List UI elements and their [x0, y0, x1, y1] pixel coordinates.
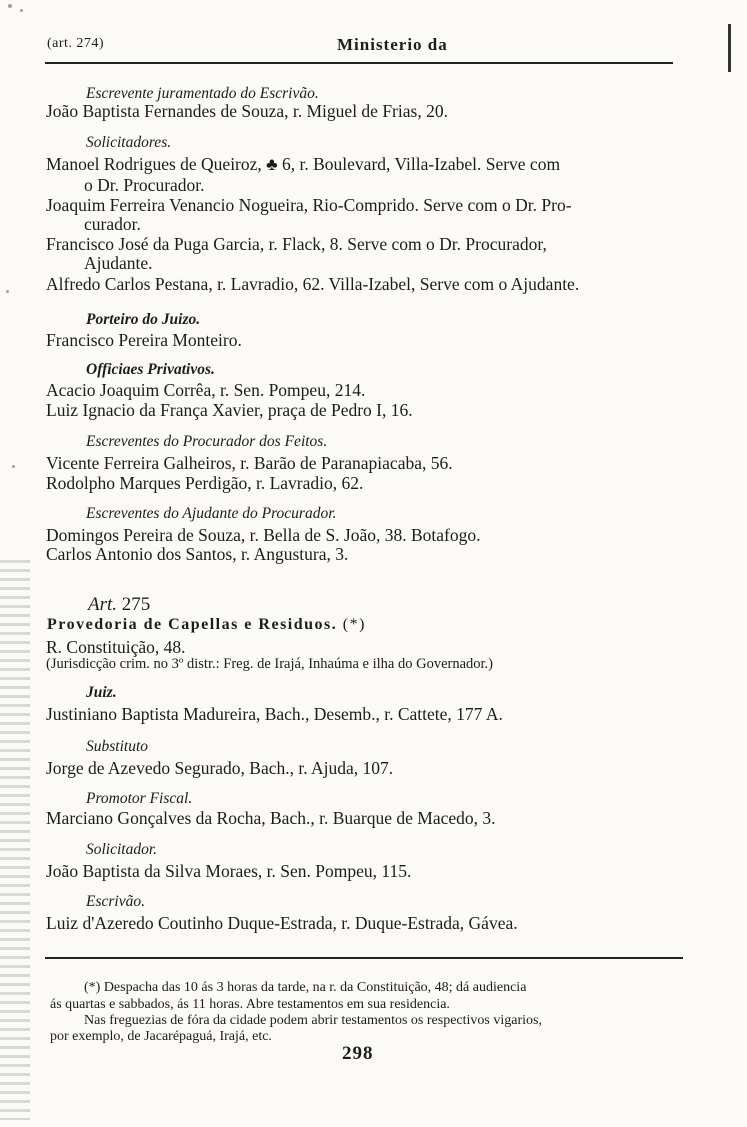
article-jurisdiction: (Jurisdicção crim. no 3º distr.: Freg. de Irajá, Inhaúma e ilha do Governador.)	[46, 656, 494, 672]
article-heading	[88, 594, 150, 616]
section-title: Escreventes do Ajudante do Procurador.	[86, 505, 337, 522]
entry-line: Vicente Ferreira Galheiros, r. Barão de Paranapiacaba, 56.	[46, 453, 453, 473]
entry-line: Rodolpho Marques Perdigão, r. Lavradio, 62.	[46, 473, 364, 493]
header-article-ref: (art. 274)	[47, 36, 105, 51]
footnote-line: (*) Despacha das 10 ás 3 horas da tarde, na r. da Constituição, 48; dá audiencia	[84, 980, 527, 995]
scan-speckle	[6, 290, 9, 293]
scan-speckle	[20, 9, 23, 12]
entry-line: João Baptista Fernandes de Souza, r. Miguel de Frias, 20.	[46, 101, 448, 121]
entry-line: Domingos Pereira de Souza, r. Bella de S. João, 38. Botafogo.	[46, 525, 481, 545]
footnote-rule	[45, 957, 683, 959]
section-title: Escrivão.	[86, 893, 145, 910]
entry-line: Alfredo Carlos Pestana, r. Lavradio, 62. Villa-Izabel, Serve com o Ajudante.	[46, 274, 580, 294]
entry-line: Carlos Antonio dos Santos, r. Angustura, 3.	[46, 544, 349, 564]
section-title: Escrevente juramentado do Escrivão.	[86, 85, 319, 102]
footnote-line: Nas freguezias de fóra da cidade podem abrir testamentos os respectivos vigarios,	[84, 1013, 542, 1028]
section-title: Porteiro do Juizo.	[86, 311, 201, 328]
entry-line: Acacio Joaquim Corrêa, r. Sen. Pompeu, 214.	[46, 380, 366, 400]
entry-line: Jorge de Azevedo Segurado, Bach., r. Ajuda, 107.	[46, 758, 394, 778]
section-title: Officiaes Privativos.	[86, 361, 215, 378]
entry-line-continued: o Dr. Procurador.	[84, 175, 205, 195]
margin-mark	[728, 24, 731, 72]
footnote-line: ás quartas e sabbados, ás 11 horas. Abre testamentos em sua residencia.	[50, 997, 450, 1012]
scan-speckle	[8, 4, 12, 8]
section-title: Substituto	[86, 738, 149, 755]
entry-line-continued: curador.	[84, 214, 141, 234]
scan-speckle	[12, 465, 15, 468]
entry-line: Francisco José da Puga Garcia, r. Flack, 8. Serve com o Dr. Procurador,	[46, 234, 547, 254]
page-header	[45, 36, 673, 64]
entry-line: Francisco Pereira Monteiro.	[46, 330, 242, 350]
article-title-row	[47, 616, 366, 634]
footnote-line: por exemplo, de Jacarépaguá, Irajá, etc.	[50, 1029, 272, 1044]
article-title: Provedoria de Capellas e Residuos.	[47, 616, 338, 633]
section-title: Promotor Fiscal.	[86, 790, 193, 807]
section-title: Juiz.	[86, 684, 117, 701]
section-title: Solicitador.	[86, 841, 158, 858]
scan-edge-artifact	[0, 560, 30, 1120]
entry-line-continued: Ajudante.	[84, 253, 153, 273]
article-label: Art.	[88, 594, 118, 615]
section-title: Escreventes do Procurador dos Feitos.	[86, 433, 328, 450]
entry-line: Luiz Ignacio da França Xavier, praça de Pedro I, 16.	[46, 400, 413, 420]
header-title: Ministerio da	[337, 35, 448, 54]
entry-line: Justiniano Baptista Madureira, Bach., Desemb., r. Cattete, 177 A.	[46, 704, 503, 724]
section-title: Solicitadores.	[86, 134, 172, 151]
footnote-marker: (*)	[342, 616, 366, 633]
entry-line: Luiz d'Azeredo Coutinho Duque-Estrada, r. Duque-Estrada, Gávea.	[46, 913, 518, 933]
article-number: 275	[121, 594, 151, 615]
page-number: 298	[342, 1043, 374, 1064]
entry-line: João Baptista da Silva Moraes, r. Sen. Pompeu, 115.	[46, 861, 412, 881]
article-address: R. Constituição, 48.	[46, 637, 186, 657]
entry-line: Manoel Rodrigues de Queiroz, ♣ 6, r. Boulevard, Villa-Izabel. Serve com	[46, 154, 561, 174]
entry-line: Marciano Gonçalves da Rocha, Bach., r. Buarque de Macedo, 3.	[46, 808, 496, 828]
entry-line: Joaquim Ferreira Venancio Nogueira, Rio-Comprido. Serve com o Dr. Pro-	[46, 195, 572, 215]
